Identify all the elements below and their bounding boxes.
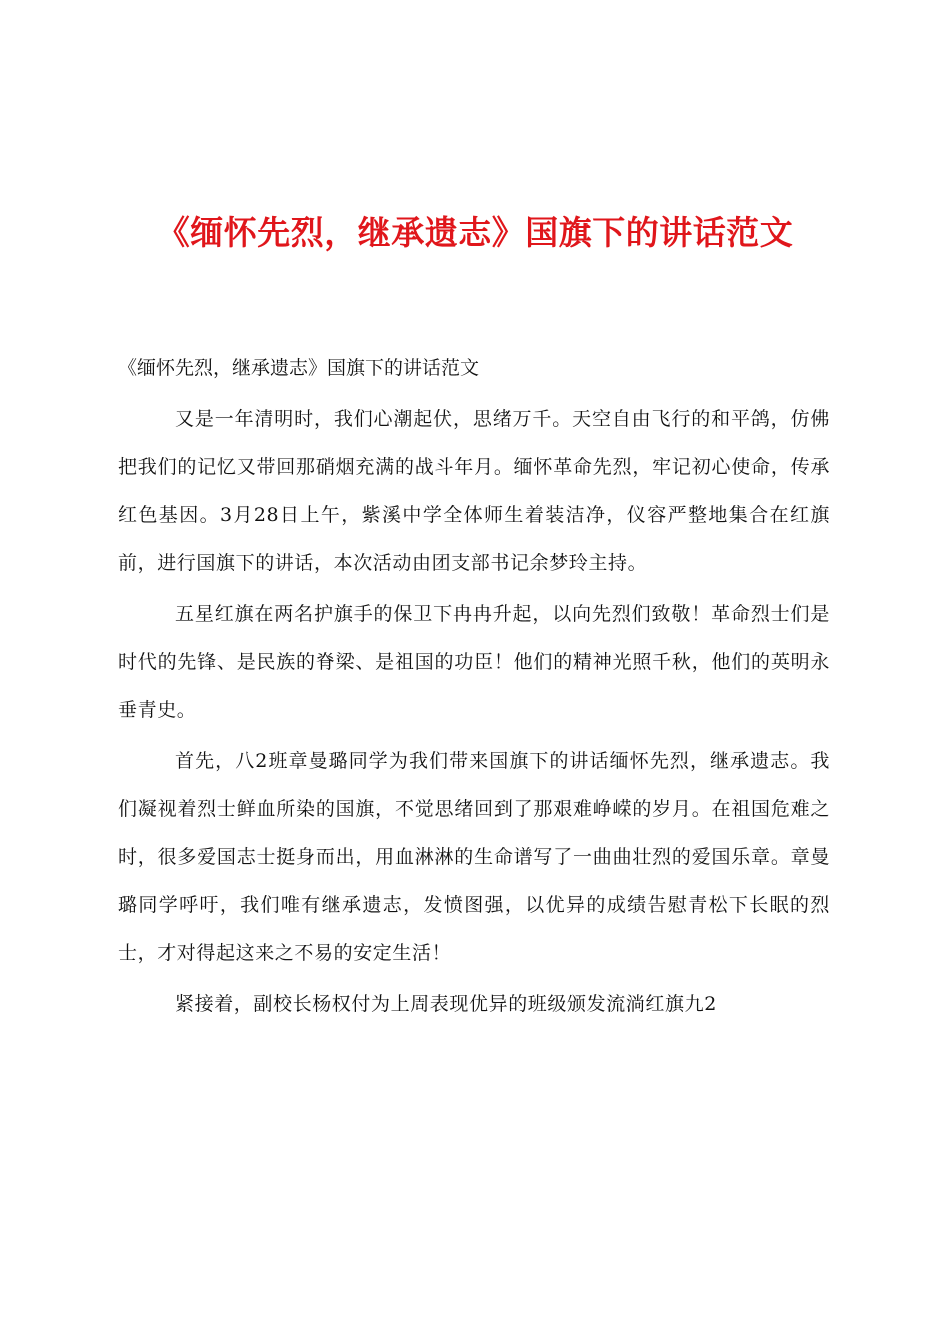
paragraph-3: 首先，八2班章曼璐同学为我们带来国旗下的讲话缅怀先烈，继承遗志。我们凝视着烈士鲜血所染的国旗，不觉思绪回到了那艰难峥嵘的岁月。在祖国危难之时，很多爱国志士挺身而出，用血淋淋的生命谱写了一曲曲壮烈的爱国乐章。章曼璐同学呼吁，我们唯有继承遗志，发愤图强，以优异的成绩告慰青松下长眠的烈士，才对得起这来之不易的安定生活！	[118, 750, 830, 964]
paragraph-2: 五星红旗在两名护旗手的保卫下冉冉升起，以向先烈们致敬！革命烈士们是时代的先锋、是民族的脊梁、是祖国的功臣！他们的精神光照千秋，他们的英明永垂青史。	[118, 603, 830, 721]
document-title: 《缅怀先烈，继承遗志》国旗下的讲话范文	[156, 213, 794, 252]
paragraph-1: 又是一年清明时，我们心潮起伏，思绪万千。天空自由飞行的和平鸽，仿佛把我们的记忆又带回那硝烟充满的战斗年月。缅怀革命先烈，牢记初心使命，传承红色基因。3月28日上午，紫溪中学全体师生着装洁净，仪容严整地集合在红旗前，进行国旗下的讲话，本次活动由团支部书记余梦玲主持。	[118, 408, 830, 574]
document-body	[118, 344, 830, 1031]
document-subtitle: 《缅怀先烈，继承遗志》国旗下的讲话范文	[118, 357, 480, 379]
paragraph-4: 紧接着，副校长杨权付为上周表现优异的班级颁发流淌红旗九2	[175, 993, 717, 1015]
